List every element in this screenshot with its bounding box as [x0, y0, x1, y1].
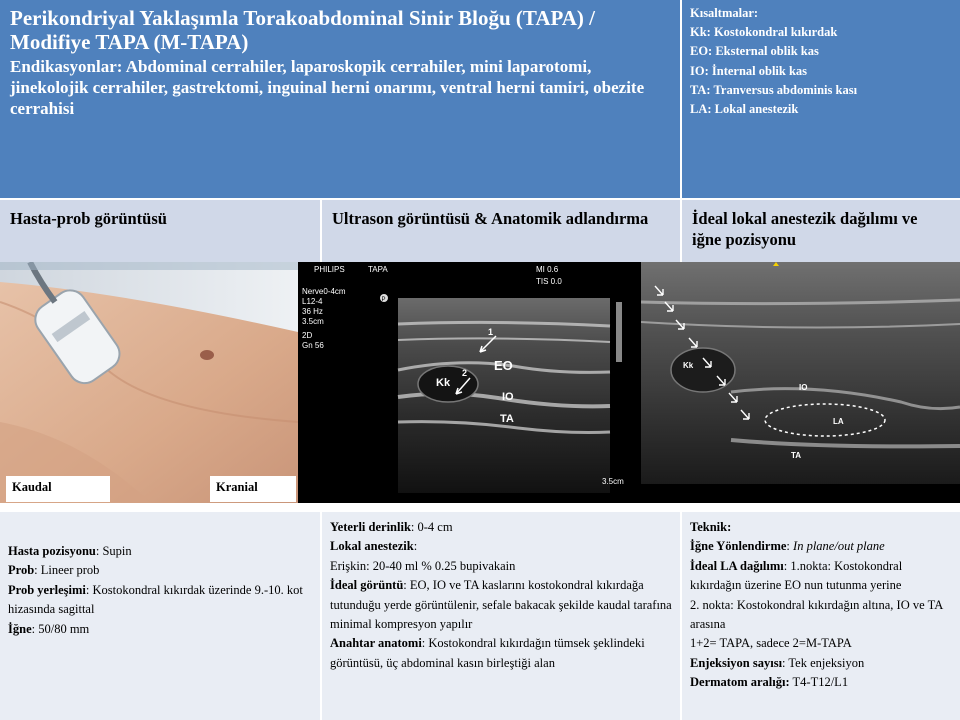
indications-text: Endikasyonlar: Abdominal cerrahiler, laparoskopik cerrahiler, mini laparotomi, jinekolojik cerrahiler, gastrektomi, inguinal herni onarımı, ventral herni tamiri, obezite cerrahisi: [10, 57, 645, 118]
spread-value: : 1.nokta: Kostokondral kıkırdağın üzerine EO nun tutunma yerine: [690, 558, 903, 593]
label-ta: TA: [500, 413, 514, 425]
label-eo: EO: [494, 358, 513, 373]
formula-text: 1+2= TAPA, sadece 2=M-TAPA: [690, 636, 852, 651]
placement-key: Prob yerleşimi: [8, 582, 86, 597]
page-title: Perikondriyal Yaklaşımla Torakoabdominal Sinir Bloğu (TAPA) / Modifiye TAPA (M-TAPA): [10, 6, 595, 54]
column-header-ideal-spread: İdeal lokal anestezik dağılımı ve iğne pozisyonu: [682, 200, 960, 262]
needle-value: : 50/80 mm: [31, 621, 90, 636]
us-depth: 3.5cm: [602, 477, 624, 486]
la-adult-dose: Erişkin: 20-40 ml % 0.25 bupivakain: [330, 558, 516, 573]
key-anatomy-value: : Kostokondral kıkırdağın tümsek şeklindeki görüntüsü, üç abdominal kasın birleştiği alan: [330, 636, 645, 670]
us-brand: PHILIPS: [314, 265, 345, 274]
ultrasound-image-anatomy: [298, 262, 641, 503]
probe-value: : Lineer prob: [34, 563, 100, 578]
us-tis: TIS 0.0: [536, 277, 562, 286]
depth-key: Yeterli derinlik: [330, 520, 411, 534]
arrow-1-label: 1: [488, 327, 494, 337]
view-value: : EO, IO ve TA kaslarını kostokondral kıkırdağa tutunduğu yerde görüntülenir, sefale bakacak şekilde kaudal tarafına minimal kompresyon yapılır: [330, 578, 672, 632]
la-key: Lokal anestezik: [330, 539, 414, 554]
abbreviation-item: IO: İnternal oblik kas: [690, 63, 808, 78]
la-value: :: [413, 539, 418, 554]
caudal-label: Kaudal: [6, 476, 110, 502]
technique-info-cell: [682, 512, 960, 720]
us-param-line: Nerve0-4cm: [302, 287, 346, 296]
position-value: : Supin: [95, 544, 132, 558]
dermatome-key: Dermatom aralığı:: [690, 675, 790, 690]
direction-key: İğne Yönlendirme: [690, 539, 787, 554]
probe-key: Prob: [8, 563, 35, 578]
us-param-line: L12-4: [302, 297, 323, 306]
direction-value: In plane/out plane: [793, 539, 885, 554]
abbreviation-item: Kk: Kostokondral kıkırdak: [690, 25, 838, 40]
label-kk: Kk: [436, 377, 451, 389]
dermatome-value: T4-T12/L1: [789, 675, 849, 690]
column-header-patient-probe: Hasta-prob görüntüsü: [0, 200, 320, 262]
abbreviation-item: LA: Lokal anestezik: [690, 102, 799, 117]
placement-value: : Kostokondral kıkırdak üzerinde 9.-10. kot hizasında sagittal: [8, 582, 303, 617]
label-io: IO: [799, 383, 808, 392]
us-param-line: 2D: [302, 331, 313, 340]
ultrasound-info-cell: [322, 512, 680, 720]
patient-info-cell: [0, 512, 320, 720]
us-preset: TAPA: [368, 265, 388, 274]
arrow-2-label: 2: [462, 368, 468, 378]
spread-key: İdeal LA dağılımı: [690, 558, 784, 573]
injection-key: Enjeksiyon sayısı: [690, 655, 783, 670]
ultrasound-ideal-la-spread: [641, 262, 960, 503]
point-2-text: 2. nokta: Kostokondral kıkırdağın altına, IO ve TA arasına: [690, 597, 943, 632]
label-io: IO: [502, 391, 514, 403]
abbreviation-item: TA: Tranversus abdominis kası: [690, 82, 858, 97]
us-mi: MI 0.6: [536, 265, 559, 274]
patient-probe-photo: [0, 262, 298, 503]
position-key: Hasta pozisyonu: [8, 544, 96, 558]
column-header-ultrasound: Ultrason görüntüsü & Anatomik adlandırma: [322, 200, 680, 262]
us-param-line: 36 Hz: [302, 307, 323, 316]
technique-title: Teknik:: [690, 520, 732, 534]
us-marker-p: P: [381, 297, 386, 303]
us-grayscale-bar: [616, 302, 622, 362]
view-key: İdeal görüntü: [330, 578, 404, 593]
title-cell: [0, 0, 680, 198]
needle-key: İğne: [8, 621, 32, 636]
label-ta: TA: [791, 451, 802, 460]
cranial-label: Kranial: [210, 476, 296, 502]
label-la: LA: [833, 417, 844, 426]
us-param-line: 3.5cm: [302, 317, 324, 326]
direction-sep: :: [786, 539, 794, 554]
abbreviation-item: EO: Eksternal oblik kas: [690, 44, 819, 59]
abbreviations-title: Kısaltmalar:: [690, 6, 759, 20]
label-kk: Kk: [683, 361, 694, 370]
us-param-line: Gn 56: [302, 341, 324, 350]
injection-value: : Tek enjeksiyon: [782, 655, 865, 670]
abbreviations-box: [682, 0, 960, 198]
depth-value: : 0-4 cm: [410, 520, 453, 534]
key-anatomy-key: Anahtar anatomi: [330, 636, 422, 651]
